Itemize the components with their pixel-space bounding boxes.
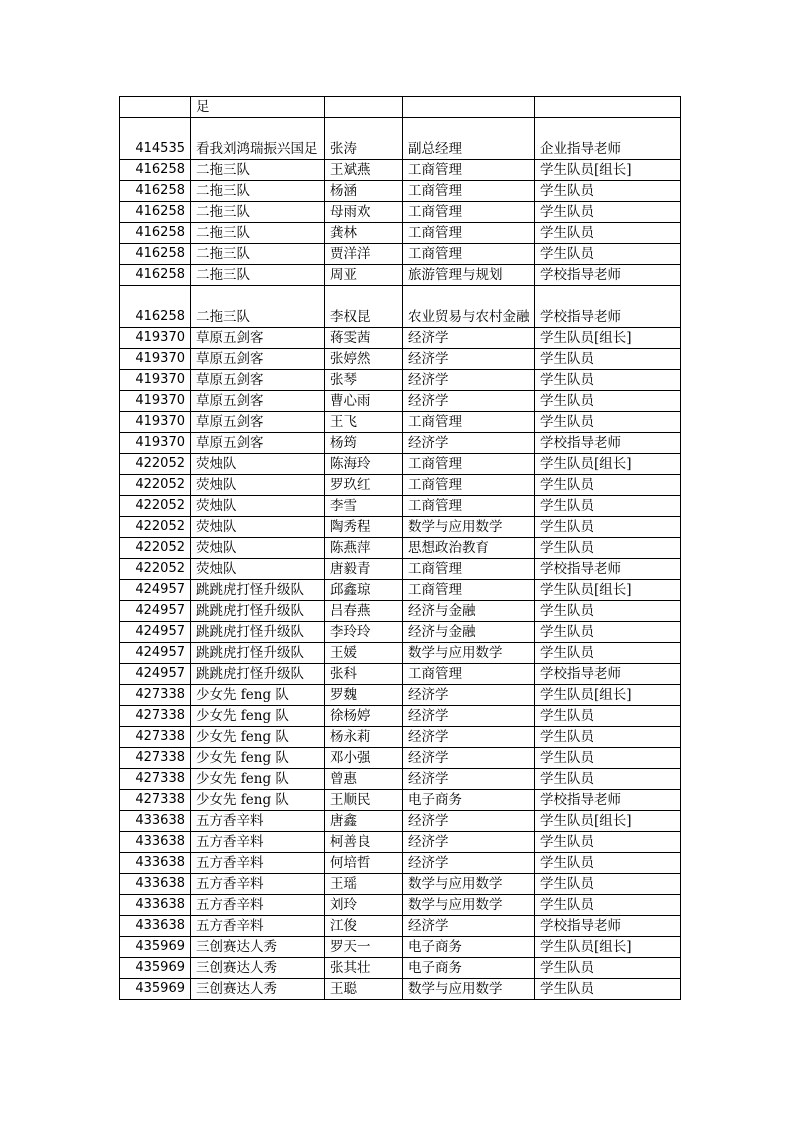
role-cell: 学生队员 bbox=[535, 475, 681, 496]
table-row bbox=[120, 979, 681, 1000]
team-name-cell: 跳跳虎打怪升级队 bbox=[191, 622, 325, 643]
member-name-cell: 李权昆 bbox=[325, 286, 403, 328]
role-cell: 学生队员[组长] bbox=[535, 580, 681, 601]
table-row bbox=[120, 181, 681, 202]
role-cell: 学生队员 bbox=[535, 496, 681, 517]
team-id-cell: 427338 bbox=[120, 727, 191, 748]
table-row bbox=[120, 223, 681, 244]
member-name-cell bbox=[325, 97, 403, 118]
table-row bbox=[120, 97, 681, 118]
team-name-cell: 五方香辛料 bbox=[191, 832, 325, 853]
role-cell: 学生队员 bbox=[535, 412, 681, 433]
member-name-cell: 刘玲 bbox=[325, 895, 403, 916]
team-name-cell: 二拖三队 bbox=[191, 244, 325, 265]
team-id-cell: 427338 bbox=[120, 706, 191, 727]
table-row bbox=[120, 370, 681, 391]
role-cell: 学生队员 bbox=[535, 601, 681, 622]
team-id-cell: 433638 bbox=[120, 916, 191, 937]
major-cell: 工商管理 bbox=[403, 580, 535, 601]
team-id-cell: 419370 bbox=[120, 412, 191, 433]
team-id-cell: 424957 bbox=[120, 580, 191, 601]
member-name-cell: 邓小强 bbox=[325, 748, 403, 769]
role-cell: 学校指导老师 bbox=[535, 916, 681, 937]
major-cell: 工商管理 bbox=[403, 454, 535, 475]
role-cell: 学生队员 bbox=[535, 727, 681, 748]
team-id-cell: 416258 bbox=[120, 202, 191, 223]
role-cell: 学生队员[组长] bbox=[535, 811, 681, 832]
team-name-cell: 少女先 feng 队 bbox=[191, 769, 325, 790]
role-cell: 学生队员 bbox=[535, 538, 681, 559]
table-row bbox=[120, 685, 681, 706]
team-name-cell: 草原五剑客 bbox=[191, 349, 325, 370]
team-id-cell: 416258 bbox=[120, 286, 191, 328]
role-cell: 学校指导老师 bbox=[535, 664, 681, 685]
member-name-cell: 张婷然 bbox=[325, 349, 403, 370]
role-cell: 学生队员[组长] bbox=[535, 160, 681, 181]
team-name-cell: 五方香辛料 bbox=[191, 853, 325, 874]
role-cell: 学生队员 bbox=[535, 517, 681, 538]
major-cell: 经济学 bbox=[403, 853, 535, 874]
team-name-cell: 跳跳虎打怪升级队 bbox=[191, 601, 325, 622]
member-name-cell: 罗玖红 bbox=[325, 475, 403, 496]
team-name-cell: 草原五剑客 bbox=[191, 412, 325, 433]
table-row bbox=[120, 496, 681, 517]
team-name-cell: 五方香辛料 bbox=[191, 895, 325, 916]
member-name-cell: 周亚 bbox=[325, 265, 403, 286]
member-name-cell: 张其壮 bbox=[325, 958, 403, 979]
major-cell: 经济学 bbox=[403, 685, 535, 706]
team-id-cell: 419370 bbox=[120, 433, 191, 454]
team-name-cell: 荧烛队 bbox=[191, 559, 325, 580]
team-id-cell: 427338 bbox=[120, 685, 191, 706]
role-cell: 学生队员 bbox=[535, 202, 681, 223]
role-cell: 学生队员 bbox=[535, 769, 681, 790]
member-name-cell: 王飞 bbox=[325, 412, 403, 433]
team-id-cell: 422052 bbox=[120, 559, 191, 580]
team-id-cell: 433638 bbox=[120, 895, 191, 916]
member-name-cell: 唐毅青 bbox=[325, 559, 403, 580]
team-id-cell: 416258 bbox=[120, 160, 191, 181]
team-id-cell: 427338 bbox=[120, 790, 191, 811]
member-name-cell: 何培哲 bbox=[325, 853, 403, 874]
member-name-cell: 陈燕萍 bbox=[325, 538, 403, 559]
member-name-cell: 杨涵 bbox=[325, 181, 403, 202]
table-row bbox=[120, 433, 681, 454]
major-cell: 思想政治教育 bbox=[403, 538, 535, 559]
member-name-cell: 罗魏 bbox=[325, 685, 403, 706]
member-name-cell: 陶秀程 bbox=[325, 517, 403, 538]
role-cell: 学生队员 bbox=[535, 244, 681, 265]
major-cell: 经济学 bbox=[403, 328, 535, 349]
major-cell: 经济学 bbox=[403, 349, 535, 370]
role-cell: 学生队员 bbox=[535, 181, 681, 202]
team-id-cell: 427338 bbox=[120, 748, 191, 769]
table-row bbox=[120, 244, 681, 265]
major-cell: 副总经理 bbox=[403, 118, 535, 160]
member-name-cell: 陈海玲 bbox=[325, 454, 403, 475]
role-cell: 学生队员 bbox=[535, 979, 681, 1000]
major-cell: 农业贸易与农村金融 bbox=[403, 286, 535, 328]
table-row bbox=[120, 391, 681, 412]
member-name-cell: 贾洋洋 bbox=[325, 244, 403, 265]
major-cell: 旅游管理与规划 bbox=[403, 265, 535, 286]
team-name-cell: 看我刘鸿瑞振兴国足 bbox=[191, 118, 325, 160]
major-cell bbox=[403, 97, 535, 118]
role-cell: 学生队员 bbox=[535, 853, 681, 874]
major-cell: 工商管理 bbox=[403, 181, 535, 202]
team-id-cell: 427338 bbox=[120, 769, 191, 790]
role-cell: 学校指导老师 bbox=[535, 265, 681, 286]
team-id-cell bbox=[120, 97, 191, 118]
major-cell: 数学与应用数学 bbox=[403, 895, 535, 916]
team-name-cell: 荧烛队 bbox=[191, 454, 325, 475]
table-row bbox=[120, 769, 681, 790]
table-row bbox=[120, 832, 681, 853]
table-row bbox=[120, 643, 681, 664]
team-name-cell: 二拖三队 bbox=[191, 265, 325, 286]
team-name-cell: 荧烛队 bbox=[191, 538, 325, 559]
team-id-cell: 419370 bbox=[120, 349, 191, 370]
team-name-cell: 荧烛队 bbox=[191, 496, 325, 517]
role-cell: 学生队员 bbox=[535, 370, 681, 391]
member-name-cell: 王斌燕 bbox=[325, 160, 403, 181]
table-row bbox=[120, 160, 681, 181]
team-name-cell: 二拖三队 bbox=[191, 223, 325, 244]
table-row bbox=[120, 790, 681, 811]
role-cell: 学生队员[组长] bbox=[535, 328, 681, 349]
table-row bbox=[120, 265, 681, 286]
team-name-cell: 五方香辛料 bbox=[191, 811, 325, 832]
team-id-cell: 435969 bbox=[120, 958, 191, 979]
role-cell bbox=[535, 97, 681, 118]
role-cell: 学校指导老师 bbox=[535, 790, 681, 811]
major-cell: 经济学 bbox=[403, 433, 535, 454]
major-cell: 工商管理 bbox=[403, 160, 535, 181]
major-cell: 经济学 bbox=[403, 706, 535, 727]
table-row bbox=[120, 958, 681, 979]
member-name-cell: 张涛 bbox=[325, 118, 403, 160]
table-row bbox=[120, 706, 681, 727]
team-name-cell: 草原五剑客 bbox=[191, 370, 325, 391]
role-cell: 学生队员 bbox=[535, 391, 681, 412]
role-cell: 学生队员[组长] bbox=[535, 685, 681, 706]
table-row bbox=[120, 895, 681, 916]
team-name-cell: 跳跳虎打怪升级队 bbox=[191, 643, 325, 664]
table-row bbox=[120, 874, 681, 895]
team-id-cell: 419370 bbox=[120, 391, 191, 412]
major-cell: 工商管理 bbox=[403, 559, 535, 580]
table-row bbox=[120, 286, 681, 328]
table-row bbox=[120, 853, 681, 874]
member-name-cell: 曾惠 bbox=[325, 769, 403, 790]
member-name-cell: 王顺民 bbox=[325, 790, 403, 811]
table-row bbox=[120, 559, 681, 580]
major-cell: 经济与金融 bbox=[403, 601, 535, 622]
team-name-cell: 荧烛队 bbox=[191, 475, 325, 496]
team-id-cell: 419370 bbox=[120, 328, 191, 349]
team-id-cell: 433638 bbox=[120, 874, 191, 895]
member-name-cell: 母雨欢 bbox=[325, 202, 403, 223]
member-name-cell: 罗天一 bbox=[325, 937, 403, 958]
major-cell: 工商管理 bbox=[403, 664, 535, 685]
role-cell: 学生队员[组长] bbox=[535, 454, 681, 475]
role-cell: 学生队员 bbox=[535, 643, 681, 664]
member-name-cell: 王媛 bbox=[325, 643, 403, 664]
role-cell: 学生队员 bbox=[535, 622, 681, 643]
member-name-cell: 杨永莉 bbox=[325, 727, 403, 748]
table-row bbox=[120, 349, 681, 370]
table-row bbox=[120, 412, 681, 433]
role-cell: 学生队员 bbox=[535, 832, 681, 853]
team-name-cell: 二拖三队 bbox=[191, 160, 325, 181]
team-id-cell: 422052 bbox=[120, 538, 191, 559]
team-name-cell: 草原五剑客 bbox=[191, 391, 325, 412]
table-row bbox=[120, 475, 681, 496]
table-row bbox=[120, 580, 681, 601]
team-id-cell: 422052 bbox=[120, 496, 191, 517]
team-name-cell: 跳跳虎打怪升级队 bbox=[191, 580, 325, 601]
team-name-cell: 二拖三队 bbox=[191, 202, 325, 223]
team-name-cell: 少女先 feng 队 bbox=[191, 790, 325, 811]
member-name-cell: 邱鑫琼 bbox=[325, 580, 403, 601]
major-cell: 电子商务 bbox=[403, 958, 535, 979]
role-cell: 学生队员 bbox=[535, 874, 681, 895]
team-name-cell: 草原五剑客 bbox=[191, 433, 325, 454]
team-name-cell: 五方香辛料 bbox=[191, 874, 325, 895]
team-name-cell: 三创赛达人秀 bbox=[191, 979, 325, 1000]
team-name-cell: 三创赛达人秀 bbox=[191, 958, 325, 979]
team-id-cell: 433638 bbox=[120, 811, 191, 832]
team-name-cell: 跳跳虎打怪升级队 bbox=[191, 664, 325, 685]
member-name-cell: 吕春燕 bbox=[325, 601, 403, 622]
member-name-cell: 龚林 bbox=[325, 223, 403, 244]
team-id-cell: 433638 bbox=[120, 853, 191, 874]
roster-table bbox=[119, 96, 681, 1000]
member-name-cell: 曹心雨 bbox=[325, 391, 403, 412]
major-cell: 数学与应用数学 bbox=[403, 643, 535, 664]
role-cell: 学生队员[组长] bbox=[535, 937, 681, 958]
role-cell: 学生队员 bbox=[535, 748, 681, 769]
role-cell: 学校指导老师 bbox=[535, 286, 681, 328]
team-name-cell: 少女先 feng 队 bbox=[191, 727, 325, 748]
team-name-cell: 少女先 feng 队 bbox=[191, 748, 325, 769]
table-row bbox=[120, 454, 681, 475]
team-id-cell: 435969 bbox=[120, 937, 191, 958]
major-cell: 工商管理 bbox=[403, 412, 535, 433]
major-cell: 电子商务 bbox=[403, 790, 535, 811]
major-cell: 数学与应用数学 bbox=[403, 874, 535, 895]
member-name-cell: 杨筠 bbox=[325, 433, 403, 454]
role-cell: 学校指导老师 bbox=[535, 559, 681, 580]
major-cell: 经济学 bbox=[403, 916, 535, 937]
team-name-cell: 草原五剑客 bbox=[191, 328, 325, 349]
team-id-cell: 424957 bbox=[120, 622, 191, 643]
major-cell: 工商管理 bbox=[403, 244, 535, 265]
member-name-cell: 李雪 bbox=[325, 496, 403, 517]
table-row bbox=[120, 937, 681, 958]
major-cell: 工商管理 bbox=[403, 475, 535, 496]
table-row bbox=[120, 664, 681, 685]
member-name-cell: 唐鑫 bbox=[325, 811, 403, 832]
major-cell: 工商管理 bbox=[403, 223, 535, 244]
table-row bbox=[120, 622, 681, 643]
table-row bbox=[120, 916, 681, 937]
table-row bbox=[120, 748, 681, 769]
role-cell: 学生队员 bbox=[535, 895, 681, 916]
table-row bbox=[120, 517, 681, 538]
roster-body bbox=[120, 97, 681, 1000]
member-name-cell: 徐杨婷 bbox=[325, 706, 403, 727]
team-name-cell: 足 bbox=[191, 97, 325, 118]
role-cell: 学生队员 bbox=[535, 349, 681, 370]
team-id-cell: 419370 bbox=[120, 370, 191, 391]
role-cell: 企业指导老师 bbox=[535, 118, 681, 160]
team-id-cell: 416258 bbox=[120, 181, 191, 202]
role-cell: 学生队员 bbox=[535, 223, 681, 244]
table-row bbox=[120, 118, 681, 160]
major-cell: 经济学 bbox=[403, 370, 535, 391]
major-cell: 数学与应用数学 bbox=[403, 517, 535, 538]
team-id-cell: 424957 bbox=[120, 664, 191, 685]
table-row bbox=[120, 202, 681, 223]
team-name-cell: 少女先 feng 队 bbox=[191, 706, 325, 727]
major-cell: 经济与金融 bbox=[403, 622, 535, 643]
member-name-cell: 江俊 bbox=[325, 916, 403, 937]
table-row bbox=[120, 538, 681, 559]
member-name-cell: 柯善良 bbox=[325, 832, 403, 853]
team-id-cell: 433638 bbox=[120, 832, 191, 853]
team-id-cell: 414535 bbox=[120, 118, 191, 160]
member-name-cell: 王聪 bbox=[325, 979, 403, 1000]
team-name-cell: 二拖三队 bbox=[191, 181, 325, 202]
team-id-cell: 416258 bbox=[120, 244, 191, 265]
table-row bbox=[120, 727, 681, 748]
team-name-cell: 五方香辛料 bbox=[191, 916, 325, 937]
member-name-cell: 李玲玲 bbox=[325, 622, 403, 643]
major-cell: 工商管理 bbox=[403, 496, 535, 517]
team-id-cell: 416258 bbox=[120, 265, 191, 286]
team-name-cell: 荧烛队 bbox=[191, 517, 325, 538]
member-name-cell: 张科 bbox=[325, 664, 403, 685]
major-cell: 数学与应用数学 bbox=[403, 979, 535, 1000]
major-cell: 经济学 bbox=[403, 832, 535, 853]
team-id-cell: 422052 bbox=[120, 517, 191, 538]
team-id-cell: 424957 bbox=[120, 601, 191, 622]
member-name-cell: 张琴 bbox=[325, 370, 403, 391]
team-name-cell: 三创赛达人秀 bbox=[191, 937, 325, 958]
major-cell: 经济学 bbox=[403, 727, 535, 748]
team-id-cell: 416258 bbox=[120, 223, 191, 244]
team-id-cell: 422052 bbox=[120, 475, 191, 496]
table-row bbox=[120, 601, 681, 622]
major-cell: 经济学 bbox=[403, 748, 535, 769]
team-id-cell: 422052 bbox=[120, 454, 191, 475]
role-cell: 学校指导老师 bbox=[535, 433, 681, 454]
team-name-cell: 少女先 feng 队 bbox=[191, 685, 325, 706]
major-cell: 经济学 bbox=[403, 811, 535, 832]
member-name-cell: 王瑶 bbox=[325, 874, 403, 895]
major-cell: 工商管理 bbox=[403, 202, 535, 223]
table-row bbox=[120, 328, 681, 349]
role-cell: 学生队员 bbox=[535, 958, 681, 979]
team-id-cell: 424957 bbox=[120, 643, 191, 664]
major-cell: 经济学 bbox=[403, 391, 535, 412]
team-name-cell: 二拖三队 bbox=[191, 286, 325, 328]
major-cell: 经济学 bbox=[403, 769, 535, 790]
table-row bbox=[120, 811, 681, 832]
team-id-cell: 435969 bbox=[120, 979, 191, 1000]
role-cell: 学生队员 bbox=[535, 706, 681, 727]
major-cell: 电子商务 bbox=[403, 937, 535, 958]
member-name-cell: 蒋雯茜 bbox=[325, 328, 403, 349]
